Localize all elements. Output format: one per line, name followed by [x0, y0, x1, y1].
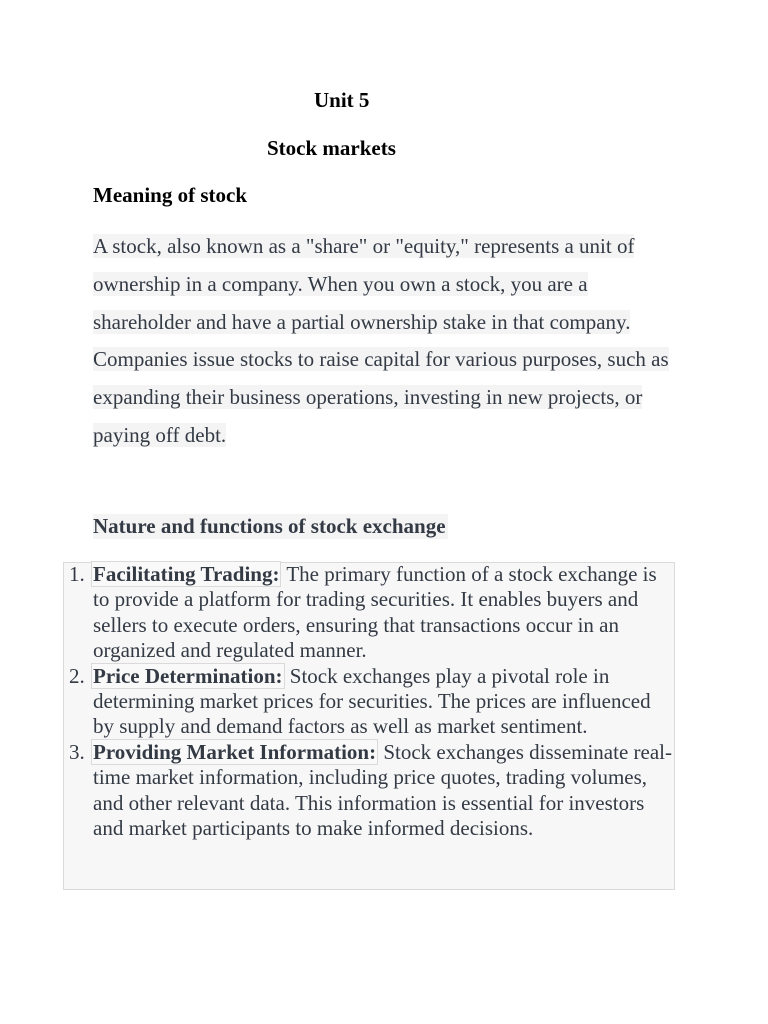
meaning-paragraph-text: A stock, also known as a "share" or "equity," represents a unit of ownership in a company. When you own a stock, you are a shareholder and have a partial ownership stake in that company. Companies issue stocks to raise capital for various purposes, such as expanding their business operations, investing in new projects, or paying off debt. — [93, 234, 669, 447]
list-item — [69, 739, 673, 842]
functions-list — [69, 562, 673, 841]
list-item-term: Price Determination: — [93, 663, 283, 688]
chapter-title: Stock markets — [267, 136, 396, 160]
list-item — [69, 663, 673, 740]
list-item-number: 1. — [69, 562, 85, 586]
list-item-term: Facilitating Trading: — [93, 562, 280, 586]
list-item-number: 2. — [69, 663, 85, 688]
meaning-heading: Meaning of stock — [93, 183, 247, 207]
nature-heading: Nature and functions of stock exchange — [93, 514, 446, 538]
list-item — [69, 562, 673, 664]
meaning-paragraph — [93, 228, 673, 455]
unit-title: Unit 5 — [314, 88, 370, 112]
list-item-term: Providing Market Information: — [93, 739, 377, 764]
list-item-text: The primary function of a stock exchange is to provide a platform for trading securities. It enables buyers and sellers to execute orders, ensuring that transactions occur in an organized and regulated manner. — [93, 562, 657, 663]
list-item-text: Stock exchanges play a pivotal role in determining market prices for securities. The prices are influenced by supply and demand factors as well as market sentiment. — [93, 663, 651, 739]
list-item-number: 3. — [69, 739, 85, 764]
list-item-text: Stock exchanges disseminate real-time market information, including price quotes, trading volumes, and other relevant data. This information is essential for investors and market participants to make informed decisions. — [93, 739, 672, 841]
